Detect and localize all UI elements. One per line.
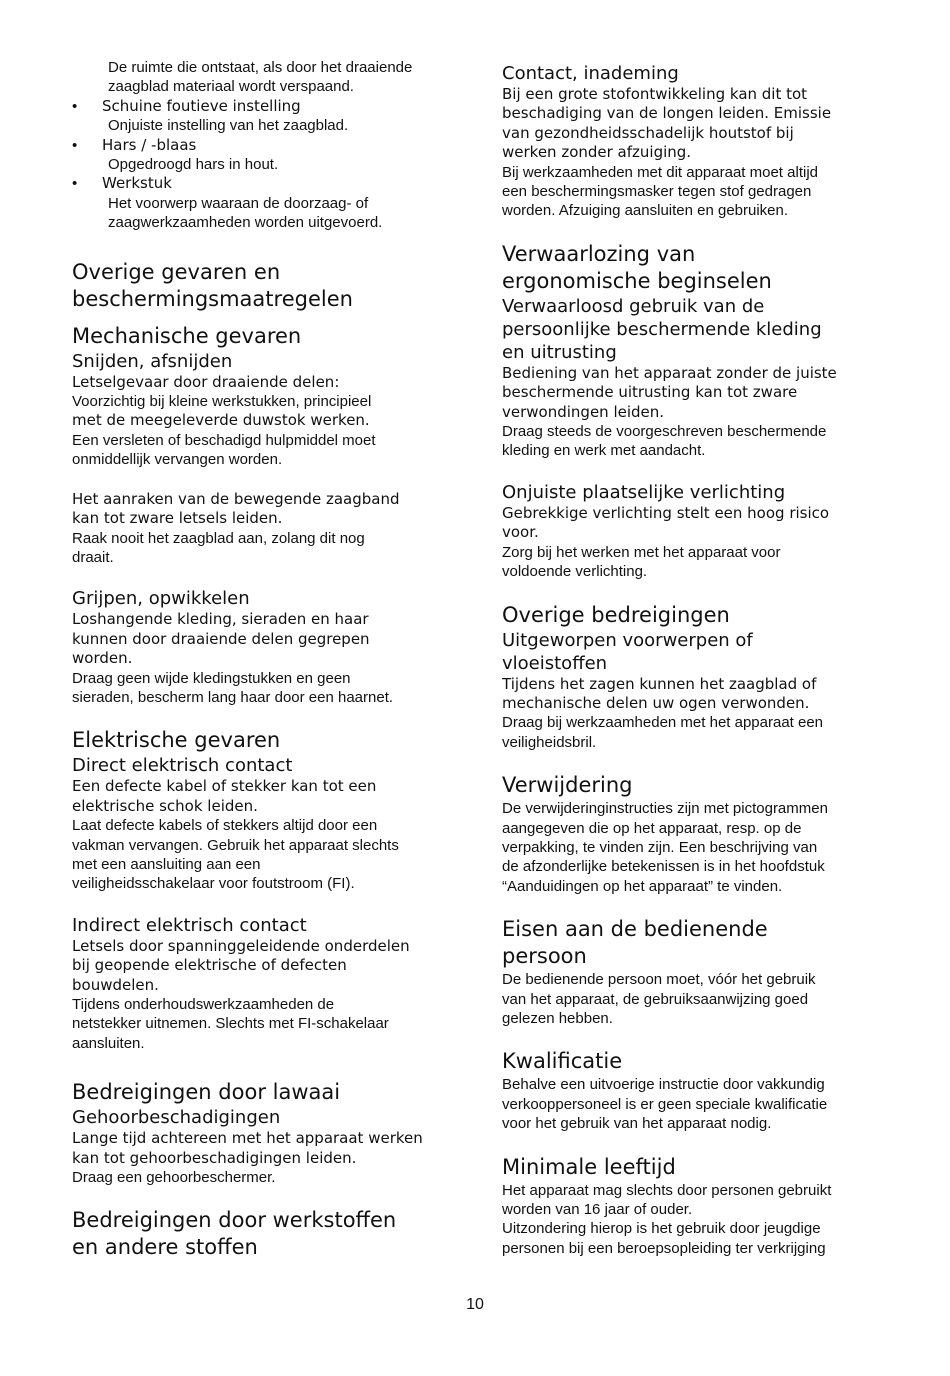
paragraph-line: mechanische delen uw ogen verwonden. xyxy=(502,693,810,712)
section-heading: Verwaarlozing van xyxy=(502,241,696,266)
left-column xyxy=(72,58,450,1261)
paragraph-line: Draag steeds de voorgeschreven beschermende xyxy=(502,423,827,441)
paragraph-line: netstekker uitnemen. Slechts met FI-schakelaar xyxy=(72,1015,389,1033)
paragraph-line: bouwdelen. xyxy=(72,975,159,994)
paragraph-line: Loshangende kleding, sieraden en haar xyxy=(72,610,369,629)
paragraph-line: Tijdens het zagen kunnen het zaagblad of xyxy=(502,674,817,693)
subsection-heading: Grijpen, opwikkelen xyxy=(72,588,250,610)
section-heading: en andere stoffen xyxy=(72,1235,258,1260)
paragraph-line: met de meegeleverde duwstok werken. xyxy=(72,411,370,430)
list-item xyxy=(72,97,450,136)
bullet-icon: • xyxy=(72,175,78,193)
paragraph-line: Het aanraken van de bewegende zaagband xyxy=(72,489,400,508)
paragraph-line: verkooppersoneel is er geen speciale kwalificatie xyxy=(502,1095,828,1113)
paragraph-line: draait. xyxy=(72,548,114,566)
list-item-text: Opgedroogd hars in hout. xyxy=(108,156,279,174)
paragraph-line: kunnen door draaiende delen gegrepen xyxy=(72,629,370,648)
paragraph-line: verwondingen leiden. xyxy=(502,402,665,421)
paragraph-line: Draag bij werkzaamheden met het apparaat een xyxy=(502,714,824,732)
paragraph-line: aansluiten. xyxy=(72,1034,145,1052)
paragraph-line: worden. xyxy=(72,649,133,668)
list-item-text: Onjuiste instelling van het zaagblad. xyxy=(108,117,349,135)
paragraph-line: werken zonder afzuiging. xyxy=(502,143,692,162)
paragraph-line: bij geopende elektrische of defecten xyxy=(72,956,347,975)
paragraph-line: van gezondheidsschadelijk houtstof bij xyxy=(502,123,794,142)
paragraph-line: Voorzichtig bij kleine werkstukken, principieel xyxy=(72,393,372,411)
section-heading: Overige gevaren en xyxy=(72,259,281,284)
paragraph-line: onmiddellijk vervangen worden. xyxy=(72,451,283,469)
paragraph-line: Gebrekkige verlichting stelt een hoog risico xyxy=(502,503,830,522)
paragraph-line: Een versleten of beschadigd hulpmiddel moet xyxy=(72,431,376,449)
section-heading: Overige bedreigingen xyxy=(502,602,730,627)
section-heading: Bedreigingen door lawaai xyxy=(72,1080,341,1105)
paragraph-line: Uitzondering hierop is het gebruik door jeugdige xyxy=(502,1220,821,1238)
section-heading: Elektrische gevaren xyxy=(72,728,281,753)
paragraph-line: De verwijderinginstructies zijn met pictogrammen xyxy=(502,800,828,818)
paragraph-line: verpakking, te vinden zijn. Een beschrijving van xyxy=(502,838,818,856)
list-item-title: Hars / -blaas xyxy=(102,135,197,154)
paragraph-line: Het apparaat mag slechts door personen gebruikt xyxy=(502,1181,832,1199)
paragraph-line: Draag een gehoorbeschermer. xyxy=(72,1169,276,1187)
subsection-heading: en uitrusting xyxy=(502,341,617,363)
section-heading: Mechanische gevaren xyxy=(72,323,302,348)
paragraph-line: Laat defecte kabels of stekkers altijd door een xyxy=(72,817,378,835)
section-heading: ergonomische beginselen xyxy=(502,268,772,293)
intro-line: De ruimte die ontstaat, als door het draaiende xyxy=(108,59,413,76)
subsection-heading: Uitgeworpen voorwerpen of xyxy=(502,629,753,651)
paragraph-line: een beschermingsmasker tegen stof gedragen xyxy=(502,183,812,201)
paragraph-line: aangegeven die op het apparaat, resp. op de xyxy=(502,819,802,837)
paragraph-line: beschadiging van de longen leiden. Emissie xyxy=(502,104,832,123)
section-heading: Bedreigingen door werkstoffen xyxy=(72,1208,397,1233)
paragraph-line: voldoende verlichting. xyxy=(502,563,648,581)
section-heading: Kwalificatie xyxy=(502,1049,623,1074)
paragraph-line: kan tot zware letsels leiden. xyxy=(72,509,283,528)
section-heading: beschermingsmaatregelen xyxy=(72,286,353,311)
paragraph-line: personen bij een beroepsopleiding ter verkrijging xyxy=(502,1239,826,1257)
paragraph-line: Letselgevaar door draaiende delen: xyxy=(72,372,340,391)
section-heading: Eisen aan de bedienende xyxy=(502,917,768,942)
subsection-heading: persoonlijke beschermende kleding xyxy=(502,318,822,340)
paragraph-line: gelezen hebben. xyxy=(502,1009,613,1027)
subsection-heading: Contact, inademing xyxy=(502,63,679,84)
paragraph-line: voor. xyxy=(502,523,539,542)
paragraph-line: Lange tijd achtereen met het apparaat werken xyxy=(72,1129,423,1148)
paragraph-line: worden van 16 jaar of ouder. xyxy=(502,1201,693,1218)
list-item-text: Het voorwerp waaraan de doorzaag- of xyxy=(108,194,369,212)
paragraph-line: met een aansluiting aan een xyxy=(72,855,261,873)
subsection-heading: Indirect elektrisch contact xyxy=(72,914,307,936)
paragraph-line: Zorg bij het werken met het apparaat voor xyxy=(502,543,781,561)
subsection-heading: Onjuiste plaatselijke verlichting xyxy=(502,481,786,503)
list-item xyxy=(72,136,450,175)
page-number: 10 xyxy=(466,1296,484,1313)
subsection-heading: Verwaarloosd gebruik van de xyxy=(502,295,765,317)
paragraph-line: Bij werkzaamheden met dit apparaat moet altijd xyxy=(502,163,818,181)
paragraph-line: de afzonderlijke betekenissen is in het hoofdstuk xyxy=(502,858,825,876)
paragraph-line: vakman vervangen. Gebruik het apparaat slechts xyxy=(72,836,399,854)
section-heading: persoon xyxy=(502,944,587,969)
paragraph-line: Behalve een uitvoerige instructie door vakkundig xyxy=(502,1076,825,1094)
subsection-heading: Snijden, afsnijden xyxy=(72,350,233,372)
subsection-heading: vloeistoffen xyxy=(502,652,608,674)
bullet-icon: • xyxy=(72,97,78,115)
paragraph-line: “Aanduidingen op het apparaat” te vinden. xyxy=(502,877,783,895)
paragraph-line: elektrische schok leiden. xyxy=(72,796,258,815)
paragraph-line: Een defecte kabel of stekker kan tot een xyxy=(72,777,377,796)
list-item-text: zaagwerkzaamheden worden uitgevoerd. xyxy=(108,214,383,232)
subsection-heading: Direct elektrisch contact xyxy=(72,755,293,777)
paragraph-line: beschermende uitrusting kan tot zware xyxy=(502,383,798,402)
list-item xyxy=(72,174,450,232)
paragraph-line: veiligheidsschakelaar voor foutstroom (FI). xyxy=(72,875,355,893)
paragraph-line: De bedienende persoon moet, vóór het gebruik xyxy=(502,971,816,989)
paragraph-line: Raak nooit het zaagblad aan, zolang dit nog xyxy=(72,529,365,547)
paragraph-line: Tijdens onderhoudswerkzaamheden de xyxy=(72,996,335,1013)
paragraph-line: Letsels door spanninggeleidende onderdelen xyxy=(72,936,410,955)
list-item-title: Schuine foutieve instelling xyxy=(102,96,301,115)
paragraph-line: voor het gebruik van het apparaat nodig. xyxy=(502,1115,772,1133)
paragraph-line: sieraden, bescherm lang haar door een haarnet. xyxy=(72,688,394,706)
section-heading: Verwijdering xyxy=(502,773,633,798)
bullet-icon: • xyxy=(72,136,78,154)
paragraph-line: worden. Afzuiging aansluiten en gebruiken. xyxy=(502,202,789,220)
paragraph-line: Bediening van het apparaat zonder de juiste xyxy=(502,363,837,382)
subsection-heading: Gehoorbeschadigingen xyxy=(72,1107,281,1129)
paragraph-line: van het apparaat, de gebruiksaanwijzing goed xyxy=(502,990,809,1008)
paragraph-line: kan tot gehoorbeschadigingen leiden. xyxy=(72,1148,357,1167)
list-item-title: Werkstuk xyxy=(102,174,172,193)
paragraph-line: Draag geen wijde kledingstukken en geen xyxy=(72,669,351,687)
intro-line: zaagblad materiaal wordt verspaand. xyxy=(108,78,354,96)
right-column xyxy=(502,62,880,1258)
paragraph-line: veiligheidsbril. xyxy=(502,733,597,751)
paragraph-line: Bij een grote stofontwikkeling kan dit tot xyxy=(502,85,808,103)
paragraph-line: kleding en werk met aandacht. xyxy=(502,442,706,460)
section-heading: Minimale leeftijd xyxy=(502,1154,676,1179)
